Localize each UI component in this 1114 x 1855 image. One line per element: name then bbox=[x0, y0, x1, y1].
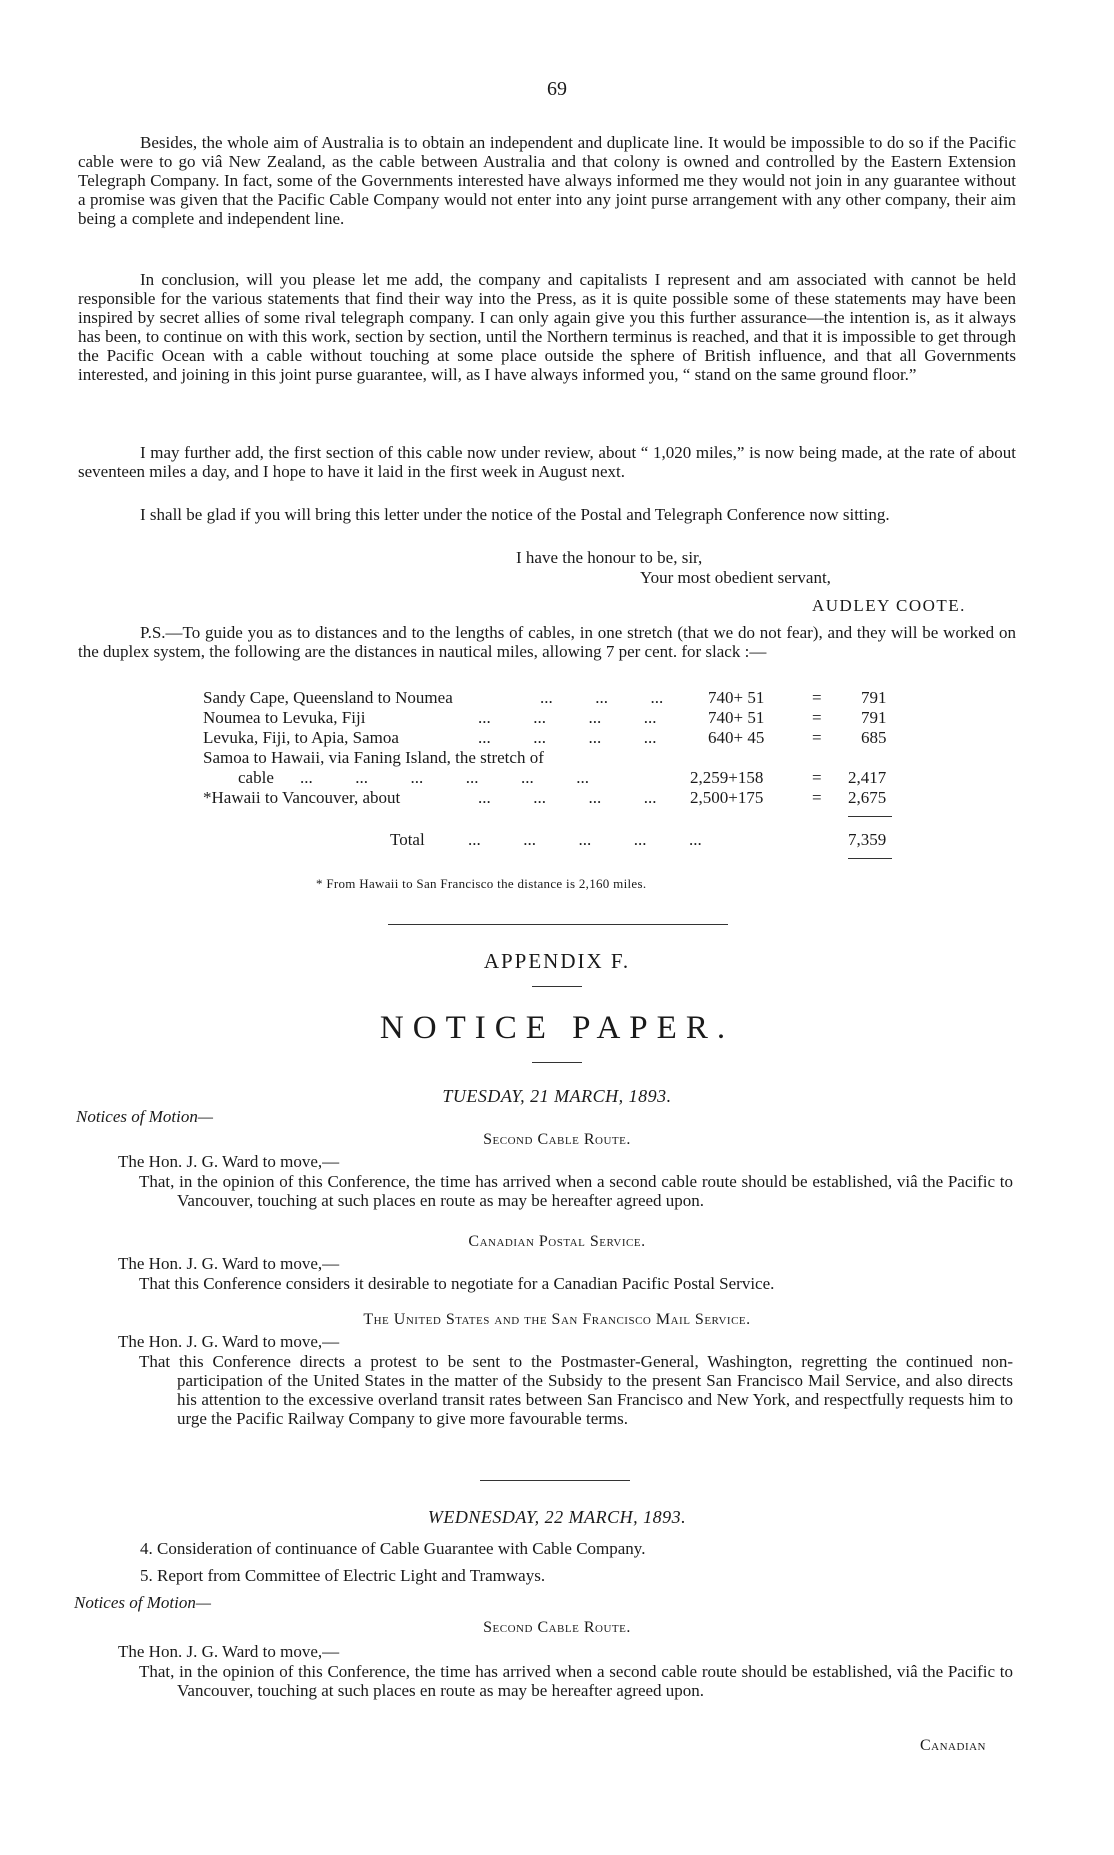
motion-mover: The Hon. J. G. Ward to move,— bbox=[118, 1254, 340, 1273]
motion-mover: The Hon. J. G. Ward to move,— bbox=[118, 1152, 340, 1171]
equals-sign: = bbox=[812, 768, 822, 787]
total-label: Total bbox=[390, 830, 425, 849]
equals-sign: = bbox=[812, 728, 822, 747]
route-label: Samoa to Hawaii, via Faning Island, the stretch of bbox=[203, 748, 544, 767]
leader-dots: ... ... ... bbox=[540, 688, 664, 707]
short-rule bbox=[532, 986, 582, 987]
letter-paragraph-4: I shall be glad if you will bring this letter under the notice of the Postal and Telegraph Conference now sitting. bbox=[140, 505, 890, 524]
distance-row bbox=[0, 728, 1114, 747]
motion-heading: The United States and the San Francisco Mail Service. bbox=[363, 1311, 751, 1328]
equals-sign: = bbox=[812, 788, 822, 807]
distance-row bbox=[0, 768, 1114, 787]
total-row bbox=[0, 830, 1114, 849]
wednesday-date: WEDNESDAY, 22 MARCH, 1893. bbox=[427, 1507, 687, 1527]
equals-sign: = bbox=[812, 708, 822, 727]
total-underline bbox=[848, 858, 892, 859]
page-number: 69 bbox=[547, 78, 567, 100]
distance-row bbox=[0, 688, 1114, 707]
notices-of-motion-label: Notices of Motion— bbox=[76, 1107, 213, 1126]
route-label: cable bbox=[238, 768, 274, 787]
sum-rule bbox=[848, 816, 892, 817]
route-calc: 2,500+175 bbox=[690, 788, 764, 807]
motion-text: That this Conference considers it desirable to negotiate for a Canadian Pacific Postal Service. bbox=[139, 1274, 775, 1293]
distance-row bbox=[0, 788, 1114, 807]
signature: AUDLEY COOTE. bbox=[812, 596, 966, 615]
appendix-label: APPENDIX F. bbox=[483, 949, 631, 973]
route-total: 791 bbox=[861, 708, 887, 727]
motion-mover: The Hon. J. G. Ward to move,— bbox=[118, 1642, 340, 1661]
notices-of-motion-label: Notices of Motion— bbox=[74, 1593, 211, 1612]
agenda-item: 5. Report from Committee of Electric Light and Tramways. bbox=[140, 1566, 546, 1585]
route-total: 2,417 bbox=[848, 768, 887, 787]
leader-dots: ... ... ... ... bbox=[478, 788, 657, 807]
route-label: Levuka, Fiji, to Apia, Samoa bbox=[203, 728, 399, 747]
route-label: Sandy Cape, Queensland to Noumea bbox=[203, 688, 453, 707]
route-calc: 740+ 51 bbox=[708, 688, 765, 707]
equals-sign: = bbox=[812, 688, 822, 707]
route-label: *Hawaii to Vancouver, about bbox=[203, 788, 401, 807]
route-label: Noumea to Levuka, Fiji bbox=[203, 708, 366, 727]
leader-dots: ... ... ... ... ... bbox=[468, 830, 702, 849]
letter-paragraph-3: I may further add, the first section of this cable now under review, about “ 1,020 miles,” is now being made, at the rate of about seventeen miles a day, and I hope to have it laid in the first week in August next. bbox=[78, 443, 1016, 481]
route-total: 791 bbox=[861, 688, 887, 707]
route-calc: 640+ 45 bbox=[708, 728, 765, 747]
motion-text: That, in the opinion of this Conference, the time has arrived when a second cable route should be established, viâ the Pacific to Vancouver, touching at such places en route as may be hereafter agreed upon. bbox=[139, 1172, 1013, 1210]
letter-paragraph-2: In conclusion, will you please let me add, the company and capitalists I represent and am associated with cannot be held responsible for the various statements that find their way into the Press, as it is quite possible some of these statements may have been inspired by secret allies of some rival telegraph company. I can only again give you this further assurance—the intention is, as it always has been, to continue on with this work, section by section, until the Northern terminus is reached, and that it is impossible to get through the Pacific Ocean with a cable without touching at some place outside the sphere of British influence, and that all Governments interested, and joining in this joint purse guarantee, will, as I have always informed you, “ stand on the same ground floor.” bbox=[78, 270, 1016, 384]
leader-dots: ... ... ... ... bbox=[478, 708, 657, 727]
closing-servant: Your most obedient servant, bbox=[640, 568, 831, 587]
section-divider bbox=[388, 924, 728, 925]
motion-heading: Second Cable Route. bbox=[483, 1131, 631, 1148]
route-calc: 740+ 51 bbox=[708, 708, 765, 727]
route-total: 2,675 bbox=[848, 788, 887, 807]
closing-honour: I have the honour to be, sir, bbox=[516, 548, 703, 567]
leader-dots: ... ... ... ... bbox=[478, 728, 657, 747]
motion-text: That, in the opinion of this Conference, the time has arrived when a second cable route should be established, viâ the Pacific to Vancouver, touching at such places en route as may be hereafter agreed upon. bbox=[139, 1662, 1013, 1700]
postscript: P.S.—To guide you as to distances and to the lengths of cables, in one stretch (that we do not fear), and they will be worked on the duplex system, the following are the distances in nautical miles, allowing 7 per cent. for slack :— bbox=[78, 623, 1016, 661]
motion-heading: Second Cable Route. bbox=[483, 1619, 631, 1636]
distance-row bbox=[0, 708, 1114, 727]
notice-paper-title: NOTICE PAPER. bbox=[379, 1010, 735, 1046]
agenda-item: 4. Consideration of continuance of Cable Guarantee with Cable Company. bbox=[140, 1539, 646, 1558]
short-rule bbox=[532, 1062, 582, 1063]
tuesday-date: TUESDAY, 21 MARCH, 1893. bbox=[442, 1086, 672, 1106]
letter-paragraph-1: Besides, the whole aim of Australia is to obtain an independent and duplicate line. It would be impossible to do so if the Pacific cable were to go viâ New Zealand, as the cable between Australia and that colony is owned and controlled by the Eastern Extension Telegraph Company. In fact, some of the Governments interested have always informed me they would not join in any guarantee without a promise was given that the Pacific Cable Company would not enter into any joint purse arrangement with any other company, their aim being a complete and independent line. bbox=[78, 133, 1016, 228]
motion-heading: Canadian Postal Service. bbox=[468, 1233, 646, 1250]
route-calc: 2,259+158 bbox=[690, 768, 764, 787]
leader-dots: ... ... ... ... ... ... bbox=[300, 768, 589, 787]
route-total: 685 bbox=[861, 728, 887, 747]
section-divider bbox=[480, 1480, 630, 1481]
motion-mover: The Hon. J. G. Ward to move,— bbox=[118, 1332, 340, 1351]
catchword: Canadian bbox=[920, 1737, 986, 1754]
total-value: 7,359 bbox=[848, 830, 887, 849]
distance-row bbox=[0, 748, 1114, 767]
distance-footnote: * From Hawaii to San Francisco the distance is 2,160 miles. bbox=[316, 876, 647, 891]
motion-text: That this Conference directs a protest to be sent to the Postmaster-General, Washington, regretting the continued non-participation of the United States in the matter of the Subsidy to the present San Francisco Mail Service, and also directs his attention to the excessive overland transit rates between San Francisco and New York, and respectfully requests him to urge the Pacific Railway Company to give more favourable terms. bbox=[139, 1352, 1013, 1428]
